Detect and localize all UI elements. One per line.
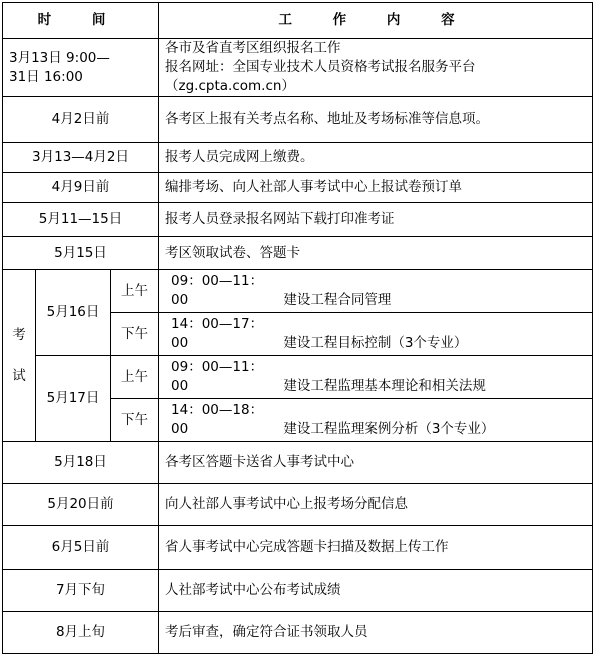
table-row [3, 39, 593, 97]
exam-time: 09：00—11：00 [171, 273, 264, 308]
table-row [3, 526, 593, 570]
content-cell: 人社部考试中心公布考试成绩 [159, 570, 593, 612]
content-cell: 各考区上报有关考点名称、地址及考场标准等信息项。 [159, 97, 593, 143]
time-line-1: 3月13日 9:00— [9, 49, 110, 66]
time-line-2: 31日 16:00 [9, 68, 83, 85]
exam-subject: 建设工程目标控制（3个专业） [283, 335, 468, 351]
exam-session-cell [159, 356, 593, 399]
exam-session-cell [159, 270, 593, 313]
content-cell [159, 39, 593, 97]
time-cell: 5月18日 [3, 442, 159, 484]
time-cell: 3月13—4月2日 [3, 143, 159, 173]
exam-subject: 建设工程监理基本理论和相关法规 [283, 378, 486, 394]
exam-row [3, 270, 593, 313]
content-cell: 报考人员完成网上缴费。 [159, 143, 593, 173]
table-row [3, 203, 593, 237]
table-row [3, 612, 593, 654]
time-cell: 4月2日前 [3, 97, 159, 143]
table-row [3, 143, 593, 173]
header-time: 时 间 [3, 3, 159, 39]
table-row [3, 570, 593, 612]
exam-session-cell [159, 313, 593, 356]
exam-subject: 建设工程合同管理 [283, 292, 392, 308]
exam-date-cell: 5月17日 [36, 356, 111, 442]
header-content: 工 作 内 容 [159, 3, 593, 39]
exam-label-cell [3, 270, 36, 442]
exam-period-cell: 下午 [111, 399, 159, 442]
exam-date-cell: 5月16日 [36, 270, 111, 356]
content-cell: 各考区答题卡送省人事考试中心 [159, 442, 593, 484]
table-row [3, 484, 593, 526]
exam-time: 09：00—11：00 [171, 359, 264, 394]
exam-label-1: 考 [12, 326, 26, 343]
content-line-2: 报名网址：全国专业技术人员资格考试报名服务平台（zg.cpta.com.cn） [165, 59, 476, 94]
time-cell: 8月上旬 [3, 612, 159, 654]
time-cell: 6月5日前 [3, 526, 159, 570]
exam-subject: 建设工程监理案例分析（3个专业） [283, 421, 495, 437]
exam-period-cell: 下午 [111, 313, 159, 356]
time-cell [3, 39, 159, 97]
exam-time: 14：00—18：00 [171, 402, 264, 437]
table-header-row [3, 3, 593, 39]
table-row [3, 173, 593, 203]
table-row [3, 237, 593, 270]
content-cell: 编排考场、向人社部人事考试中心上报试卷预订单 [159, 173, 593, 203]
time-cell: 7月下旬 [3, 570, 159, 612]
content-cell: 考区领取试卷、答题卡 [159, 237, 593, 270]
table-row [3, 442, 593, 484]
exam-schedule-table [2, 2, 593, 654]
time-cell: 5月15日 [3, 237, 159, 270]
exam-row [3, 356, 593, 399]
time-cell: 5月20日前 [3, 484, 159, 526]
exam-period-cell: 上午 [111, 356, 159, 399]
time-cell: 4月9日前 [3, 173, 159, 203]
exam-session-cell [159, 399, 593, 442]
exam-time: 14：00—17：00 [171, 316, 264, 351]
exam-period-cell: 上午 [111, 270, 159, 313]
content-cell: 省人事考试中心完成答题卡扫描及数据上传工作 [159, 526, 593, 570]
content-cell: 报考人员登录报名网站下载打印准考证 [159, 203, 593, 237]
content-cell: 向人社部人事考试中心上报考场分配信息 [159, 484, 593, 526]
table-row [3, 97, 593, 143]
content-cell: 考后审查，确定符合证书领取人员 [159, 612, 593, 654]
content-line-1: 各市及省直考区组织报名工作 [165, 40, 341, 56]
exam-label-2: 试 [12, 367, 26, 384]
time-cell: 5月11—15日 [3, 203, 159, 237]
